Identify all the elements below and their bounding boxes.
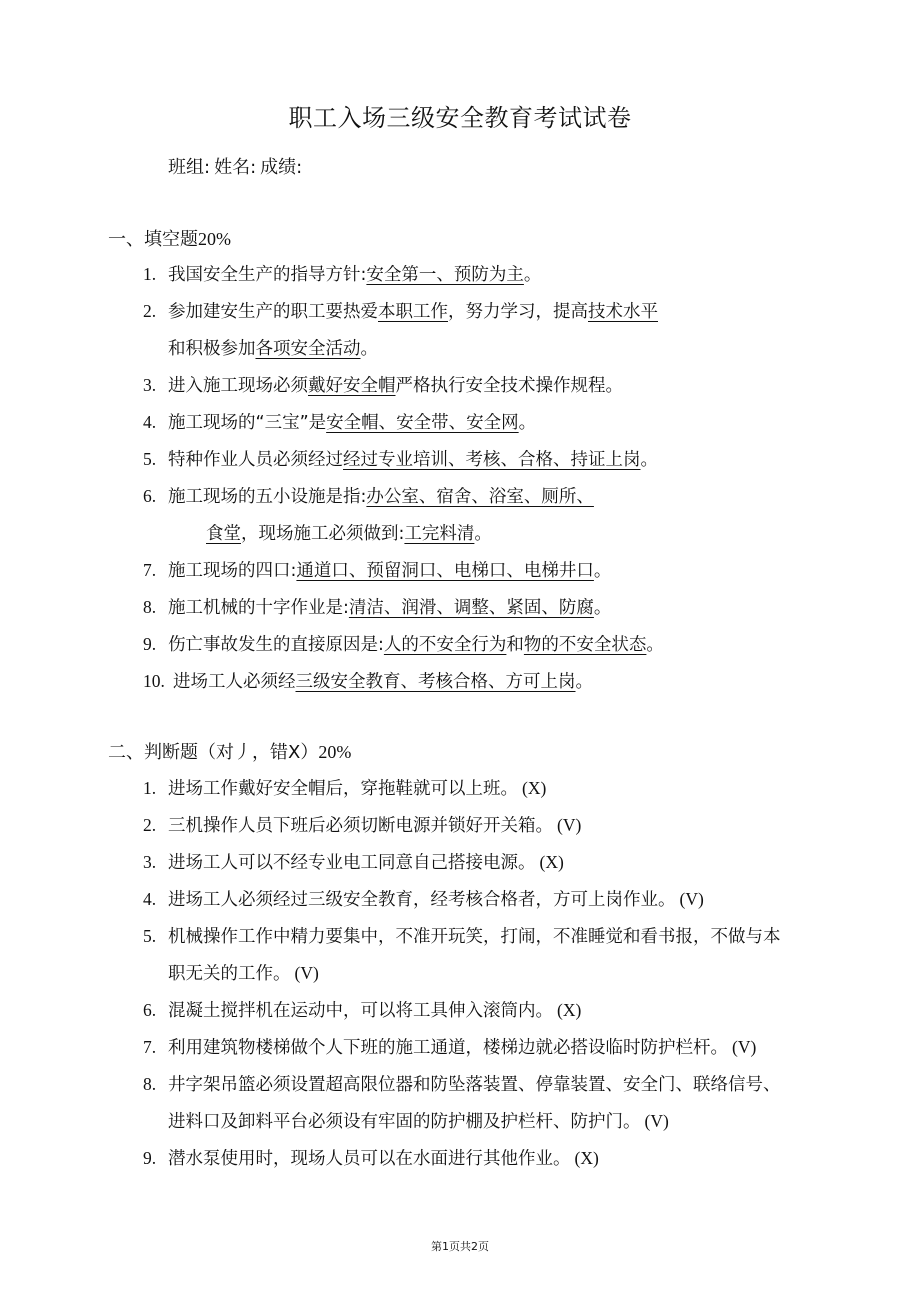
list-item: 1. 进场工作戴好安全帽后，穿拖鞋就可以上班。 (X) bbox=[143, 778, 547, 799]
list-item: 7. 施工现场的四口:通道口、预留洞口、电梯口、电梯井口。 bbox=[143, 560, 612, 581]
name-label: 姓名: bbox=[214, 157, 257, 178]
list-item: 1. 我国安全生产的指导方针:安全第一、预防为主。 bbox=[143, 264, 542, 285]
class-label: 班组: bbox=[168, 157, 211, 178]
page-footer: 第1页共2页 bbox=[431, 1240, 489, 1253]
list-item: 8. 施工机械的十字作业是:清洁、润滑、调整、紧固、防腐。 bbox=[143, 597, 612, 618]
section2-heading: 二、判断题（对丿，错X）20% bbox=[108, 742, 352, 763]
list-item: 9. 伤亡事故发生的直接原因是:人的不安全行为和物的不安全状态。 bbox=[143, 634, 664, 655]
list-item: 7. 利用建筑物楼梯做个人下班的施工通道，楼梯边就必搭设临时防护栏杆。 (V) bbox=[143, 1037, 757, 1058]
list-item: 2. 三机操作人员下班后必须切断电源并锁好开关箱。 (V) bbox=[143, 815, 582, 836]
section1-heading: 一、填空题20% bbox=[108, 229, 231, 250]
list-item: 3. 进场工人可以不经专业电工同意自己搭接电源。 (X) bbox=[143, 852, 564, 873]
score-label: 成绩: bbox=[260, 157, 303, 178]
list-item: 4. 施工现场的“三宝”是安全帽、安全带、安全网。 bbox=[143, 412, 537, 433]
list-item: 10. 进场工人必须经三级安全教育、考核合格、方可上岗。 bbox=[143, 671, 593, 692]
list-item-continuation: 职无关的工作。 (V) bbox=[168, 963, 319, 984]
list-item: 9. 潜水泵使用时，现场人员可以在水面进行其他作业。 (X) bbox=[143, 1148, 599, 1169]
list-item-continuation: 食堂，现场施工必须做到:工完料清。 bbox=[206, 524, 492, 544]
list-item-continuation: 和积极参加各项安全活动。 bbox=[168, 339, 378, 359]
student-info bbox=[168, 153, 306, 179]
list-item: 6. 施工现场的五小设施是指:办公室、宿舍、浴室、厕所、 bbox=[143, 486, 594, 507]
list-item: 5. 特种作业人员必须经过经过专业培训、考核、合格、持证上岗。 bbox=[143, 449, 658, 470]
page-title: 职工入场三级安全教育考试试卷 bbox=[288, 104, 632, 132]
list-item: 5. 机械操作工作中精力要集中，不准开玩笑，打闹，不准睡觉和看书报，不做与本 bbox=[143, 926, 781, 947]
list-item: 2. 参加建安生产的职工要热爱本职工作，努力学习，提高技术水平 bbox=[143, 301, 658, 322]
list-item: 4. 进场工人必须经过三级安全教育，经考核合格者，方可上岗作业。 (V) bbox=[143, 889, 704, 910]
list-item: 8. 井字架吊篮必须设置超高限位器和防坠落装置、停靠装置、安全门、联络信号、 bbox=[143, 1074, 781, 1095]
list-item: 6. 混凝土搅拌机在运动中，可以将工具伸入滚筒内。 (X) bbox=[143, 1000, 582, 1021]
list-item: 3. 进入施工现场必须戴好安全帽严格执行安全技术操作规程。 bbox=[143, 375, 623, 396]
list-item-continuation: 进料口及卸料平台必须设有牢固的防护棚及护栏杆、防护门。 (V) bbox=[168, 1111, 669, 1132]
